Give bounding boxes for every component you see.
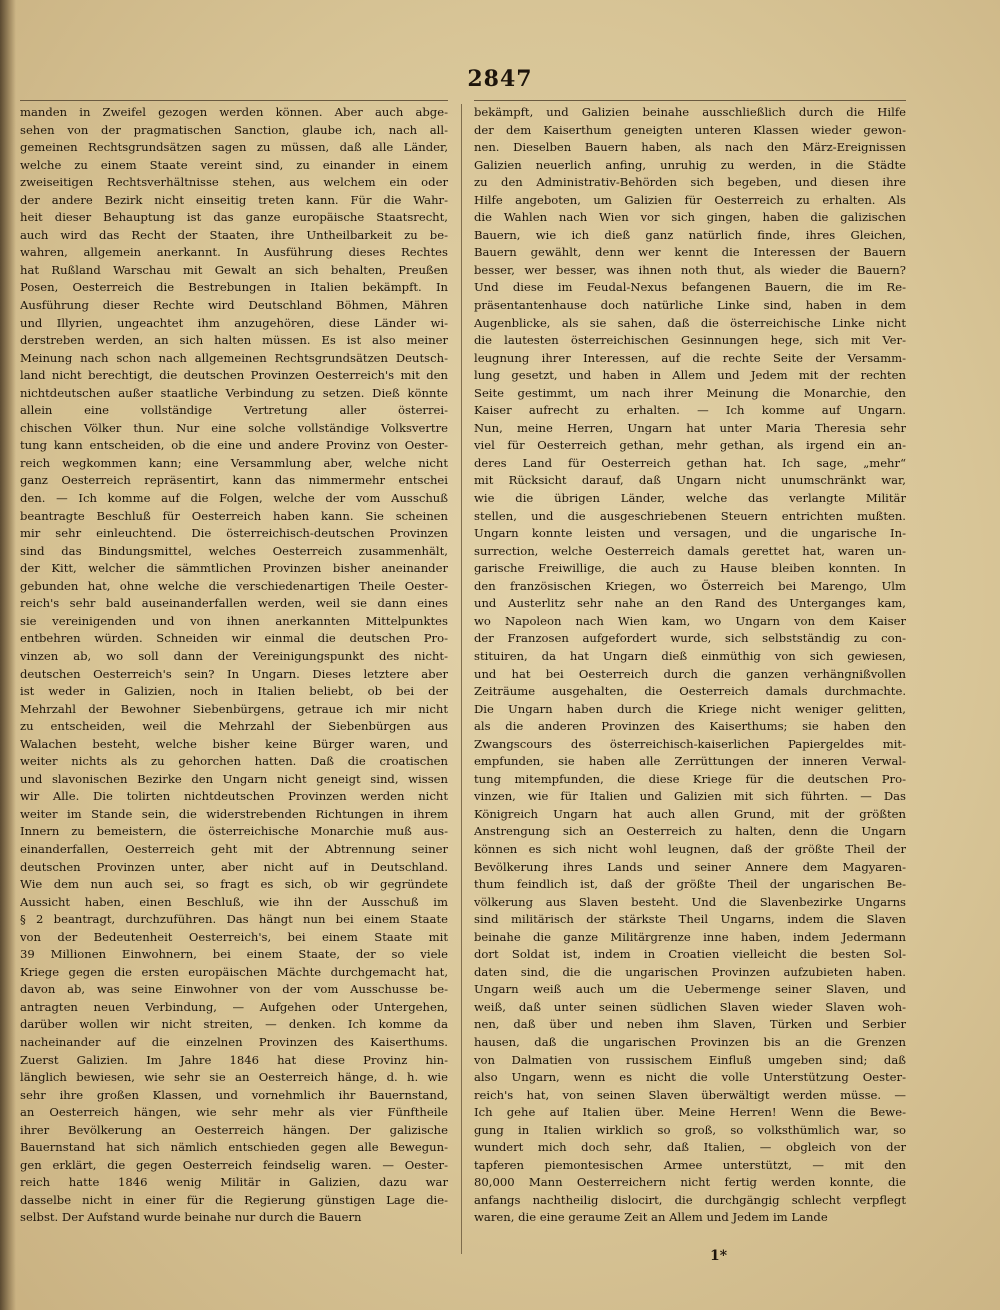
text-line: garische Freiwillige, die auch zu Hause bleiben konnten. In [474, 561, 906, 576]
text-line: hausen, daß die ungarischen Provinzen bis an die Grenzen [474, 1034, 906, 1049]
text-line: der dem Kaiserthum geneigten unteren Klassen wieder gewon- [474, 122, 906, 137]
text-line: Königreich Ungarn hat auch allen Grund, mit der größten [474, 806, 906, 821]
text-line: zu den Administrativ-Behörden sich begeben, und diesen ihre [474, 175, 906, 190]
text-line: und hat bei Oesterreich durch die ganzen verhängnißvollen [474, 666, 906, 681]
text-line: sind militärisch der stärkste Theil Ungarns, indem die Slaven [474, 912, 906, 927]
text-line: auch wird das Recht der Staaten, ihre Untheilbarkeit zu be- [20, 227, 448, 242]
text-line: Bauernstand hat sich nämlich entschieden gegen alle Bewegun- [20, 1140, 448, 1155]
text-line: nichtdeutschen außer staatliche Verbindung zu setzen. Dieß könnte [20, 385, 448, 400]
text-line: chischen Völker thun. Nur eine solche vollständige Volksvertre [20, 420, 448, 435]
page-number: 2847 [467, 66, 533, 92]
header-rule-right [474, 100, 906, 101]
text-line: ihrer Bevölkerung an Oesterreich hängen. Der galizische [20, 1122, 448, 1137]
text-line: darüber wollen wir nicht streiten, — denken. Ich komme da [20, 1017, 448, 1032]
text-line: mir sehr einleuchtend. Die österreichisch-deutschen Provinzen [20, 526, 448, 541]
text-line: und slavonischen Bezirke den Ungarn nicht geneigt sind, wissen [20, 771, 448, 786]
text-line: sehr ihre großen Klassen, und vornehmlich ihr Bauernstand, [20, 1087, 448, 1102]
text-line: Ungarn konnte leisten und versagen, und die ungarische In- [474, 526, 906, 541]
text-line: dort Soldat ist, indem in Croatien vielleicht die besten Sol- [474, 947, 906, 962]
text-line: reich's hat, von seinen Slaven überwältigt werden müsse. — [474, 1087, 906, 1102]
text-line: beinahe die ganze Militärgrenze inne haben, indem Jedermann [474, 929, 906, 944]
text-line: die lautesten österreichischen Gesinnungen hege, sich mit Ver- [474, 333, 906, 348]
column-divider [461, 104, 462, 1254]
text-line: empfunden, sie haben alle Zerrüttungen der inneren Verwal- [474, 754, 906, 769]
text-line: als die anderen Provinzen des Kaiserthums; sie haben den [474, 719, 906, 734]
text-line: thum feindlich ist, daß der größte Theil der ungarischen Be- [474, 877, 906, 892]
text-line: Walachen besteht, welche bisher keine Bürger waren, und [20, 736, 448, 751]
text-line: Mehrzahl der Bewohner Siebenbürgens, getraue ich mir nicht [20, 701, 448, 716]
text-line: leugnung ihrer Interessen, auf die rechte Seite der Versamm- [474, 350, 906, 365]
text-line: weiß, daß unter seinen südlichen Slaven wieder Slaven woh- [474, 999, 906, 1014]
text-line: stituiren, da hat Ungarn dieß einmüthig von sich gewiesen, [474, 648, 906, 663]
text-line: davon ab, was seine Einwohner von der vom Ausschusse be- [20, 982, 448, 997]
text-line: antragten neuen Verbindung, — Aufgehen oder Untergehen, [20, 999, 448, 1014]
text-line: dasselbe nicht in einer für die Regierung günstigen Lage die- [20, 1192, 448, 1207]
text-line: hat Rußland Warschau mit Gewalt an sich behalten, Preußen [20, 262, 448, 277]
text-line: 80,000 Mann Oesterreichern nicht fertig werden konnte, die [474, 1175, 906, 1190]
text-line: gung in Italien wirklich so groß, so volksthümlich war, so [474, 1122, 906, 1137]
text-line: Ungarn weiß auch um die Uebermenge seiner Slaven, und [474, 982, 906, 997]
text-line: den französischen Kriegen, wo Österreich bei Marengo, Ulm [474, 578, 906, 593]
text-line: an Oesterreich hängen, wie sehr mehr als vier Fünftheile [20, 1105, 448, 1120]
text-line: also Ungarn, wenn es nicht die volle Unterstützung Oester- [474, 1070, 906, 1085]
text-line: einanderfallen, Oesterreich geht mit der Abtrennung seiner [20, 841, 448, 856]
text-line: wundert mich doch sehr, daß Italien, — obgleich von der [474, 1140, 906, 1155]
text-line: Die Ungarn haben durch die Kriege nicht weniger gelitten, [474, 701, 906, 716]
text-line: sehen von der pragmatischen Sanction, glaube ich, nach all- [20, 122, 448, 137]
text-line: mit Rücksicht darauf, daß Ungarn nicht unumschränkt war, [474, 473, 906, 488]
text-line: und Austerlitz sehr nahe an den Rand des Unterganges kam, [474, 596, 906, 611]
text-line: viel für Oesterreich gethan, mehr gethan, als irgend ein an- [474, 438, 906, 453]
text-line: Hilfe angeboten, um Galizien für Oesterreich zu erhalten. Als [474, 192, 906, 207]
text-line: Zuerst Galizien. Im Jahre 1846 hat diese Provinz hin- [20, 1052, 448, 1067]
text-line: anfangs nachtheilig dislocirt, die durchgängig schlecht verpflegt [474, 1192, 906, 1207]
text-line: Bevölkerung ihres Lands und seiner Annere dem Magyaren- [474, 859, 906, 874]
text-line: Zeiträume ausgehalten, die Oesterreich damals durchmachte. [474, 684, 906, 699]
text-line: Bauern, wie ich dieß ganz natürlich finde, ihres Gleichen, [474, 227, 906, 242]
text-line: gebunden hat, ohne welche die verschiedenartigen Theile Oester- [20, 578, 448, 593]
text-line: manden in Zweifel gezogen werden können. Aber auch abge- [20, 105, 448, 119]
text-line: 39 Millionen Einwohnern, bei einem Staate, der so viele [20, 947, 448, 962]
text-line: Zwangscours des österreichisch-kaiserlichen Papiergeldes mit- [474, 736, 906, 751]
text-line: welche zu einem Staate vereint sind, zu einander in einem [20, 157, 448, 172]
text-line: derstreben werden, an sich halten müssen. Es ist also meiner [20, 333, 448, 348]
text-line: und Illyrien, ungeachtet ihm anzugehören, diese Länder wi- [20, 315, 448, 330]
text-line: deutschen Oesterreich's sein? In Ungarn. Dieses letztere aber [20, 666, 448, 681]
text-line: von der Bedeutenheit Oesterreich's, bei einem Staate mit [20, 929, 448, 944]
text-line: tung kann entscheiden, ob die eine und andere Provinz von Oester- [20, 438, 448, 453]
text-line: tung mitempfunden, die diese Kriege für die deutschen Pro- [474, 771, 906, 786]
text-line: reich wegkommen kann; eine Versammlung aber, welche nicht [20, 455, 448, 470]
text-line: ganz Oesterreich repräsentirt, kann das nimmermehr entschei [20, 473, 448, 488]
text-line: surrection, welche Oesterreich damals gerettet hat, waren un- [474, 543, 906, 558]
text-line: von Dalmatien von russischem Einfluß umgeben sind; daß [474, 1052, 906, 1067]
text-line: sind das Bindungsmittel, welches Oesterreich zusammenhält, [20, 543, 448, 558]
text-line: Und diese im Feudal-Nexus befangenen Bauern, die im Re- [474, 280, 906, 295]
text-line: Galizien neuerlich anfing, unruhig zu werden, in die Städte [474, 157, 906, 172]
text-line: allein eine vollständige Vertretung aller österrei- [20, 403, 448, 418]
text-line: zweiseitigen Rechtsverhältnisse stehen, aus welchem ein oder [20, 175, 448, 190]
text-line: wo Napoleon nach Wien kam, wo Ungarn von dem Kaiser [474, 613, 906, 628]
right-text-column [474, 104, 906, 1264]
text-line: wir Alle. Die tolirten nichtdeutschen Provinzen werden nicht [20, 789, 448, 804]
text-line: vinzen ab, wo soll dann der Vereinigungspunkt des nicht- [20, 648, 448, 663]
text-line: wahren, allgemein anerkannt. In Ausführung dieses Rechtes [20, 245, 448, 260]
text-line: Ausführung dieser Rechte wird Deutschland Böhmen, Mähren [20, 298, 448, 313]
text-line: daten sind, die die ungarischen Provinzen aufzubieten haben. [474, 964, 906, 979]
text-line: der Franzosen aufgefordert wurde, sich selbstständig zu con- [474, 631, 906, 646]
text-line: bekämpft, und Galizien beinahe ausschließlich durch die Hilfe [474, 105, 906, 119]
text-line: Kaiser aufrecht zu erhalten. — Ich komme auf Ungarn. [474, 403, 906, 418]
text-line: präsentantenhause doch natürliche Linke sind, haben in dem [474, 298, 906, 313]
text-line: Anstrengung sich an Oesterreich zu halten, denn die Ungarn [474, 824, 906, 839]
text-line: gemeinen Rechtsgrundsätzen sagen zu müssen, daß alle Länder, [20, 140, 448, 155]
text-line: selbst. Der Aufstand wurde beinahe nur durch die Bauern [20, 1210, 362, 1225]
text-line: wie die übrigen Länder, welche das verlangte Militär [474, 491, 906, 506]
text-line: land nicht berechtigt, die deutschen Provinzen Oesterreich's mit den [20, 368, 448, 383]
text-line: lung gesetzt, und haben in Allem und Jedem mit der rechten [474, 368, 906, 383]
header-rule-left [20, 100, 448, 101]
text-line: Aussicht haben, einen Beschluß, wie ihn der Ausschuß im [20, 894, 448, 909]
left-text-column [20, 104, 448, 1264]
text-line: nen. Dieselben Bauern haben, als nach den März-Ereignissen [474, 140, 906, 155]
text-line: den. — Ich komme auf die Folgen, welche der vom Ausschuß [20, 491, 448, 506]
text-line: Meinung nach schon nach allgemeinen Rechtsgrundsätzen Deutsch- [20, 350, 448, 365]
text-line: nacheinander auf die einzelnen Provinzen des Kaiserthums. [20, 1034, 448, 1049]
signature-mark: 1* [710, 1248, 728, 1264]
text-line: weiter nichts als zu gehorchen hatten. Daß die croatischen [20, 754, 448, 769]
text-line: Ich gehe auf Italien über. Meine Herren! Wenn die Bewe- [474, 1105, 906, 1120]
text-line: deutschen Provinzen unter, aber nicht auf in Deutschland. [20, 859, 448, 874]
text-line: entbehren würden. Schneiden wir einmal die deutschen Pro- [20, 631, 448, 646]
text-line: vinzen, wie für Italien und Galizien mit sich führten. — Das [474, 789, 906, 804]
text-line: der andere Bezirk nicht einseitig treten kann. Für die Wahr- [20, 192, 448, 207]
text-line: deres Land für Oesterreich gethan hat. Ich sage, „mehr“ [474, 455, 906, 470]
text-line: § 2 beantragt, durchzuführen. Das hängt nun bei einem Staate [20, 912, 448, 927]
text-line: stellen, und die ausgeschriebenen Steuern entrichten mußten. [474, 508, 906, 523]
text-line: besser, wer besser, was ihnen noth thut, als wieder die Bauern? [474, 262, 906, 277]
text-line: länglich bewiesen, wie sehr sie an Oesterreich hänge, d. h. wie [20, 1070, 448, 1085]
text-line: Innern zu bemeistern, die österreichische Monarchie muß aus- [20, 824, 448, 839]
text-line: die Wahlen nach Wien vor sich gingen, haben die galizischen [474, 210, 906, 225]
text-line: sie vereinigenden und von ihnen anerkannten Mittelpunktes [20, 613, 448, 628]
page-binding-edge [0, 0, 16, 1310]
text-line: weiter im Stande sein, die widerstrebenden Richtungen in ihrem [20, 806, 448, 821]
text-line: völkerung aus Slaven besteht. Und die Slavenbezirke Ungarns [474, 894, 906, 909]
text-line: Posen, Oesterreich die Bestrebungen in Italien bekämpft. In [20, 280, 448, 295]
text-line: beantragte Beschluß für Oesterreich haben kann. Sie scheinen [20, 508, 448, 523]
text-line: waren, die eine geraume Zeit an Allem und Jedem im Lande [474, 1210, 828, 1225]
text-line: zu entscheiden, weil die Mehrzahl der Siebenbürgen aus [20, 719, 448, 734]
text-line: tapferen piemontesischen Armee unterstützt, — mit den [474, 1157, 906, 1172]
text-line: nen, daß über und neben ihm Slaven, Türken und Serbier [474, 1017, 906, 1032]
text-line: Nun, meine Herren, Ungarn hat unter Maria Theresia sehr [474, 420, 906, 435]
text-line: Wie dem nun auch sei, so fragt es sich, ob wir gegründete [20, 877, 448, 892]
text-line: gen erklärt, die gegen Oesterreich feindselig waren. — Oester- [20, 1157, 448, 1172]
text-line: reich's sehr bald auseinanderfallen werden, weil sie dann eines [20, 596, 448, 611]
text-line: können es sich nicht wohl leugnen, daß der größte Theil der [474, 841, 906, 856]
text-line: der Kitt, welcher die sämmtlichen Provinzen bisher aneinander [20, 561, 448, 576]
text-line: Augenblicke, als sie sahen, daß die österreichische Linke nicht [474, 315, 906, 330]
text-line: Kriege gegen die ersten europäischen Mächte durchgemacht hat, [20, 964, 448, 979]
text-line: ist weder in Galizien, noch in Italien beliebt, ob bei der [20, 684, 448, 699]
text-line: Bauern gewählt, denn wer kennt die Interessen der Bauern [474, 245, 906, 260]
text-line: Seite gestimmt, um nach ihrer Meinung die Monarchie, den [474, 385, 906, 400]
text-line: heit dieser Behauptung ist das ganze europäische Staatsrecht, [20, 210, 448, 225]
text-line: reich hatte 1846 wenig Militär in Galizien, dazu war [20, 1175, 448, 1190]
